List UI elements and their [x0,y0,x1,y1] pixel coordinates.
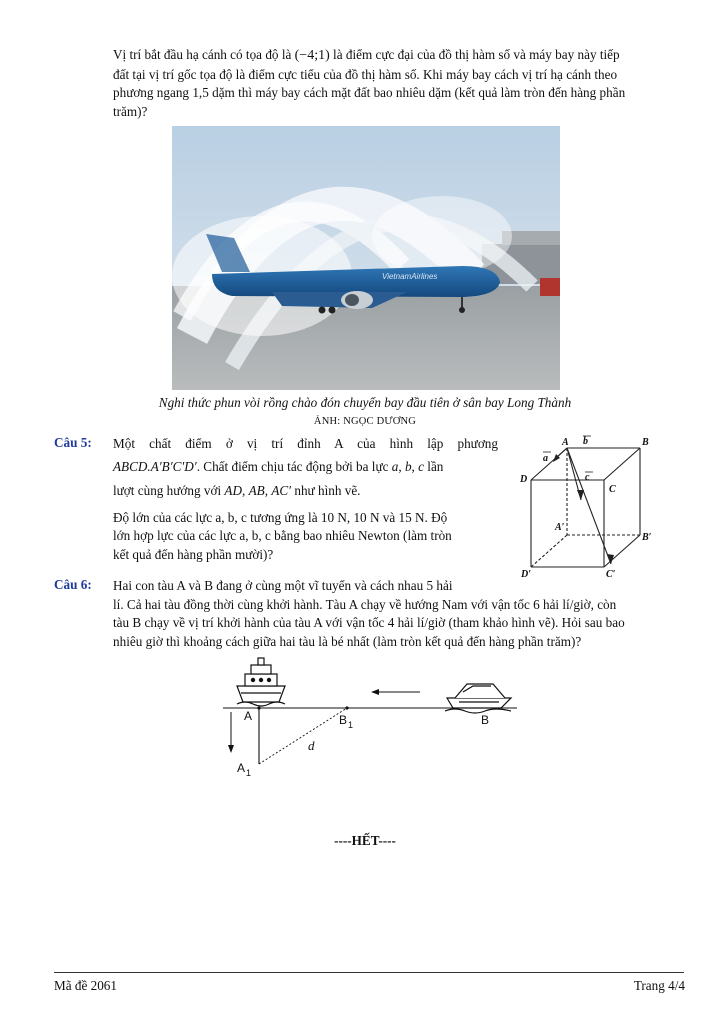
vector-b-label: b [583,436,588,447]
q5-line-1: Một chất điểm ở vị trí đỉnh A của hình lập phương [113,436,498,451]
point-B1-label: B [339,713,348,727]
ship-A-icon [237,658,285,706]
question-5-label: Câu 5: [54,435,92,450]
footer-divider [54,972,684,973]
vertex-C-prime: C′ [606,569,616,580]
ships-diagram [215,652,525,782]
distance-d-label: d [308,738,315,753]
point-A1-label: A [237,761,246,775]
q6-line-1: Hai con tàu A và B đang ở cùng một vĩ tuyến và cách nhau 5 hải [113,578,453,593]
intro-paragraph [113,46,683,121]
ship-B-icon [445,684,511,713]
point-A-label: A [244,709,253,723]
vector-a-label: a [543,453,548,464]
vertex-B: B [642,437,649,448]
q6-line-2: lí. Cả hai tàu đồng thời cùng khởi hành. Tàu A chạy về hướng Nam với vận tốc 6 hải lí/giờ, còn [113,596,617,612]
vertex-C: C [609,484,616,495]
page-number: Trang 4/4 [633,978,685,993]
vertex-A-prime: A′ [555,522,565,533]
vertex-D: D [520,474,528,485]
airplane-photo-image [172,126,560,390]
airplane-water-salute-photo [172,126,560,390]
vertex-B-prime: B′ [642,532,652,543]
photo-credit: ẢNH: NGỌC DƯƠNG [313,416,417,427]
intro-line-3: phương ngang 1,5 dặm thì máy bay cách mặt đất bao nhiêu dặm (kết quả làm tròn đến hàng phần [113,85,626,100]
q5-line-2: ABCD.A′B′C′D′. Chất điểm chịu tác động bởi ba lực a, b, c lần [113,458,444,474]
question-6-text [113,577,683,651]
q6-line-3: tàu B chạy về vị trí khởi hành của tàu A với vận tốc 4 hải lí/giờ (tham khảo hình vẽ). Hỏi sau bao [113,615,625,630]
intro-line-4: trăm)? [113,103,148,119]
intro-line-2: đất tại vị trí gốc tọa độ là điểm cực tiểu của đồ thị hàm số. Khi máy bay cách vị trí hạ cánh theo [113,66,618,82]
coordinate: (−4;1) [294,48,330,63]
exam-code: Mã đề 2061 [54,978,117,993]
vertex-A: A [562,437,569,448]
vector-c-label: c [585,472,590,483]
question-5-text [113,435,498,564]
intro-line-1: Vị trí bắt đầu hạ cánh có tọa độ là (−4;1) là điểm cực đại của đồ thị hàm số và máy bay này tiếp [113,47,620,63]
cube-diagram [515,432,665,582]
q5-line-3: lượt cùng hướng với AD, AB, AC′ như hình vẽ. [113,483,361,498]
q5-line-6: kết quả đến hàng phần mười)? [113,546,274,562]
photo-caption: Nghi thức phun vòi rồng chào đón chuyến bay đầu tiên ở sân bay Long Thành [158,395,572,410]
q5-line-5: lớn hợp lực của các lực a, b, c bằng bao nhiêu Newton (làm tròn [113,528,452,543]
question-6-label: Câu 6: [54,577,92,592]
vertex-D-prime: D′ [521,569,532,580]
point-B1-sub: 1 [348,720,354,730]
point-B-label: B [481,713,490,727]
end-mark: ----HẾT---- [334,833,396,848]
airline-livery-text: VietnamAirlines [382,272,438,281]
point-A1-sub: 1 [246,768,252,778]
q5-line-4: Độ lớn của các lực a, b, c tương ứng là 10 N, 10 N và 15 N. Độ [113,509,448,525]
q6-line-4: nhiêu giờ thì khoảng cách giữa hai tàu là bé nhất (làm tròn kết quả đến hàng phần trăm)? [113,633,582,649]
